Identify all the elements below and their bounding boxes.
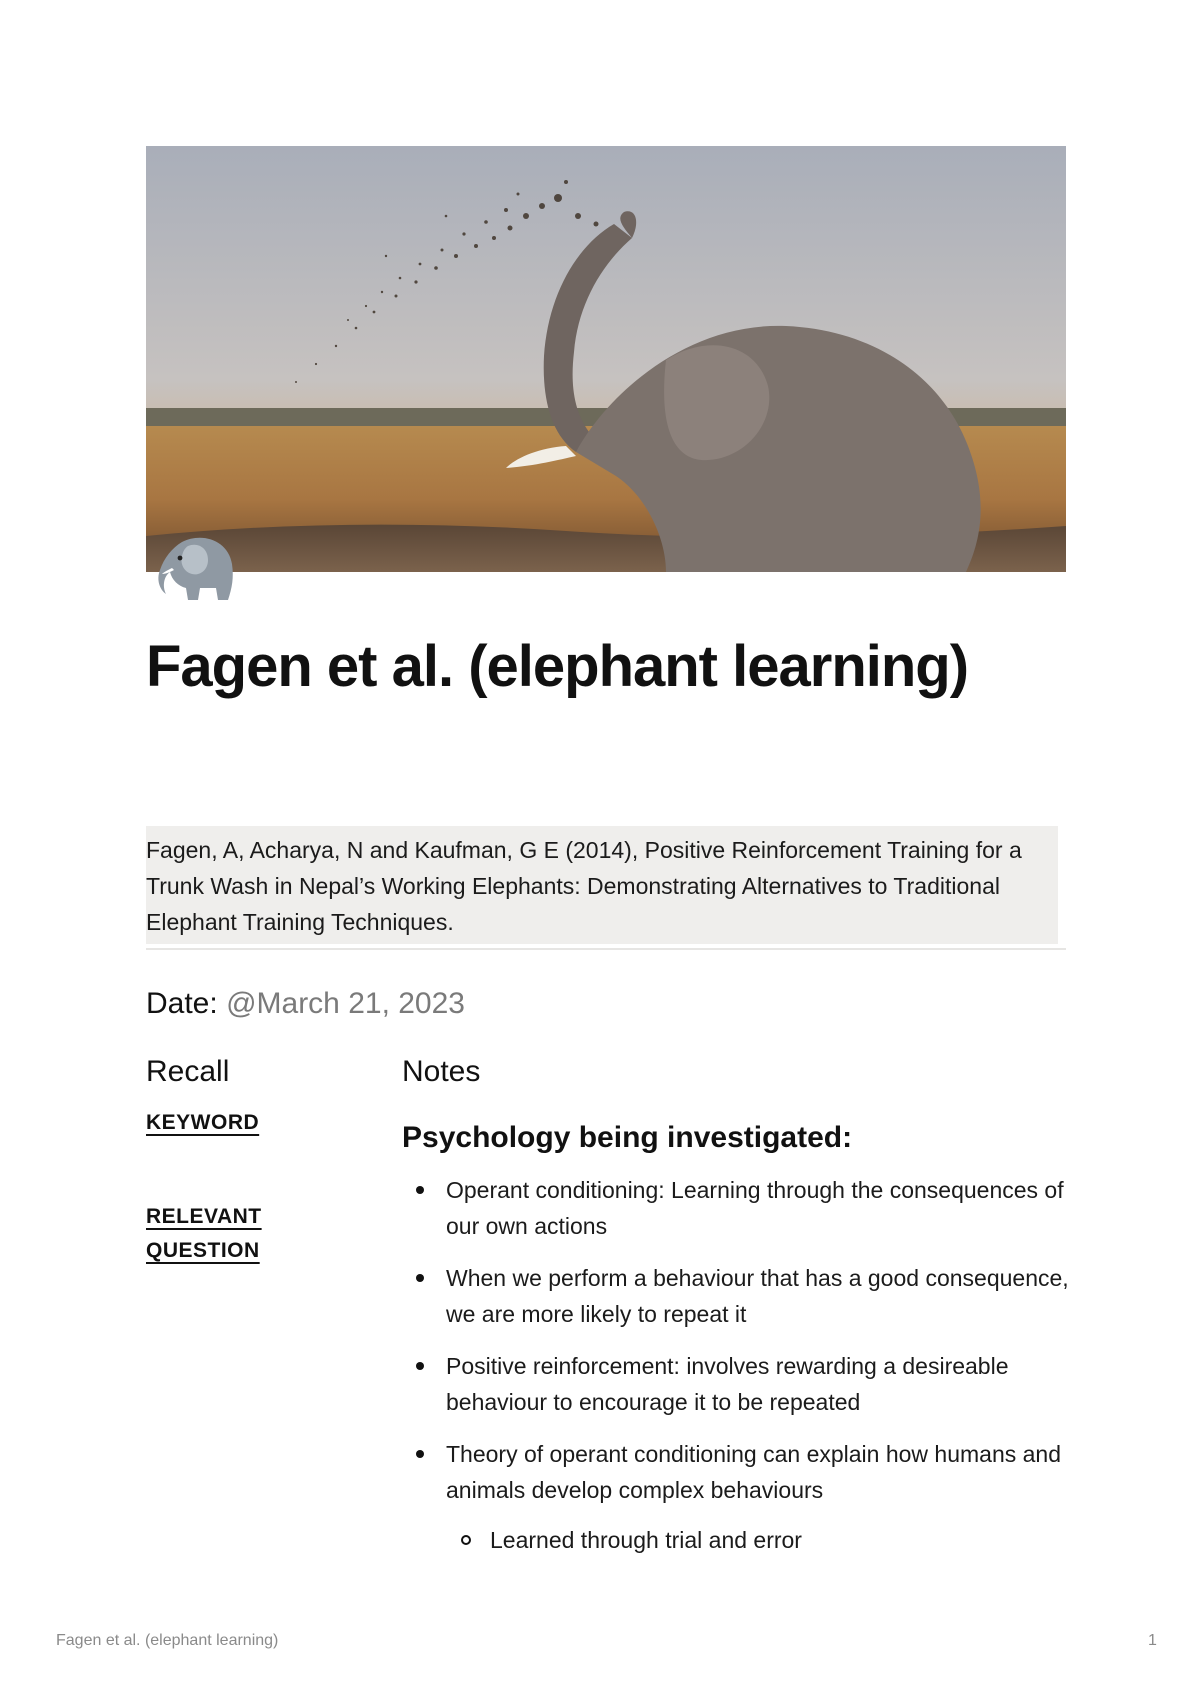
citation-block: Fagen, A, Acharya, N and Kaufman, G E (2014), Positive Reinforcement Training for a Trunk Wash in Nepal’s Working Elephants: Demonstrating Alternatives to Traditional Elephant Training Techniques. (146, 826, 1058, 944)
list-item: Positive reinforcement: involves rewarding a desireable behaviour to encourage it to be repeated (402, 1348, 1082, 1420)
recall-relevant-question: RELEVANT QUESTION (146, 1205, 262, 1262)
section-title: Psychology being investigated: (402, 1121, 853, 1154)
notes-heading: Notes (402, 1055, 481, 1088)
recall-keyword: KEYWORD (146, 1111, 260, 1134)
list-item (402, 1436, 1082, 1558)
cover-image (146, 146, 1066, 572)
date-property (146, 984, 465, 1024)
page-number: 1 (1148, 1632, 1157, 1649)
elephant-emoji (152, 530, 240, 604)
date-label: Date: (146, 987, 218, 1020)
page-title: Fagen et al. (elephant learning) (146, 634, 969, 699)
footer-title: Fagen et al. (elephant learning) (56, 1632, 279, 1649)
sub-list-item: Learned through trial and error (446, 1522, 1082, 1558)
elephant-icon (152, 530, 240, 604)
notes-list (402, 1172, 1082, 1574)
list-item: When we perform a behaviour that has a good consequence, we are more likely to repeat it (402, 1260, 1082, 1332)
list-item: Operant conditioning: Learning through the consequences of our own actions (402, 1172, 1082, 1244)
recall-heading: Recall (146, 1055, 230, 1088)
divider (146, 948, 1066, 950)
sub-list (446, 1522, 1082, 1558)
date-value[interactable]: @March 21, 2023 (226, 987, 465, 1020)
elephant-photo (146, 146, 1066, 572)
list-item-text: Theory of operant conditioning can explain how humans and animals develop complex behaviours (446, 1441, 1062, 1503)
